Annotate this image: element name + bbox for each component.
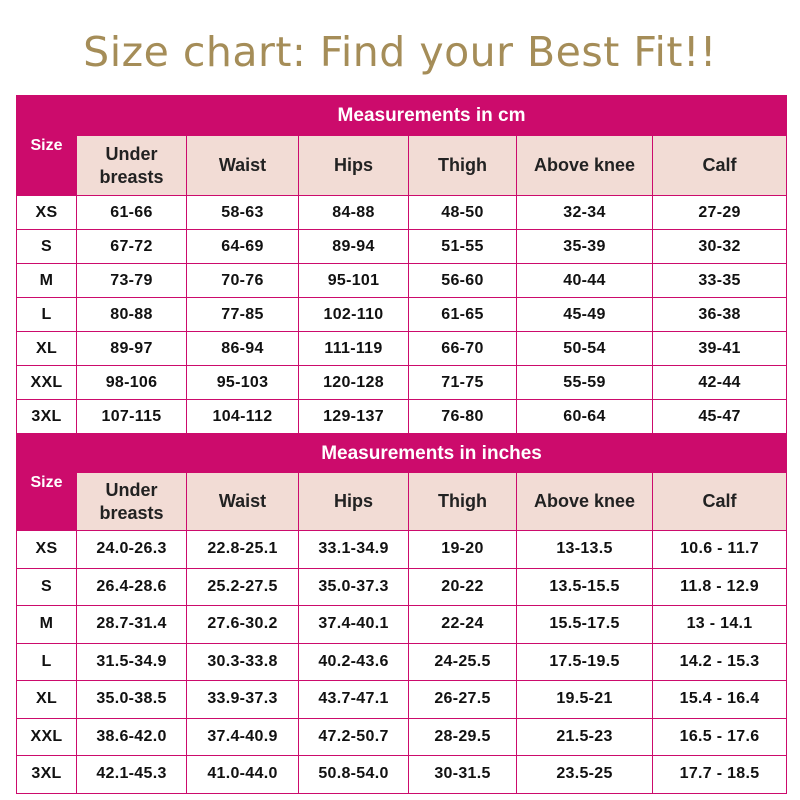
measurement-cell: 84-88 (299, 196, 409, 230)
measurement-cell: 27-29 (653, 196, 787, 230)
measurement-cell: 50-54 (517, 332, 653, 366)
column-header-thigh: Thigh (409, 136, 517, 196)
measurement-cell: 95-101 (299, 264, 409, 298)
measurement-cell: 30-32 (653, 230, 787, 264)
table-row (17, 681, 787, 719)
measurement-cell: 31.5-34.9 (77, 643, 187, 681)
measurement-cell: 48-50 (409, 196, 517, 230)
measurement-cell: 13.5-15.5 (517, 568, 653, 606)
measurement-cell: 20-22 (409, 568, 517, 606)
measurement-cell: 42.1-45.3 (77, 756, 187, 794)
measurement-cell: 39-41 (653, 332, 787, 366)
measurement-cell: 50.8-54.0 (299, 756, 409, 794)
measurement-cell: 33-35 (653, 264, 787, 298)
measurement-cell: 10.6 - 11.7 (653, 531, 787, 569)
measurement-cell: 21.5-23 (517, 718, 653, 756)
table-row (17, 568, 787, 606)
table-row (17, 196, 787, 230)
column-header-above-knee: Above knee (517, 136, 653, 196)
measurement-cell: 13 - 14.1 (653, 606, 787, 644)
measurement-cell: 30-31.5 (409, 756, 517, 794)
measurement-cell: 129-137 (299, 400, 409, 434)
measurement-cell: 15.5-17.5 (517, 606, 653, 644)
measurement-cell: 35.0-38.5 (77, 681, 187, 719)
measurement-cell: 35.0-37.3 (299, 568, 409, 606)
measurement-cell: 19-20 (409, 531, 517, 569)
measurement-cell: 86-94 (187, 332, 299, 366)
measurement-cell: 55-59 (517, 366, 653, 400)
measurement-cell: 45-47 (653, 400, 787, 434)
size-label: 3XL (17, 400, 77, 434)
measurement-cell: 67-72 (77, 230, 187, 264)
table-row (17, 230, 787, 264)
measurement-cell: 40.2-43.6 (299, 643, 409, 681)
measurement-cell: 89-94 (299, 230, 409, 264)
column-header-waist: Waist (187, 136, 299, 196)
column-header-calf: Calf (653, 473, 787, 531)
measurement-cell: 45-49 (517, 298, 653, 332)
table-row (17, 366, 787, 400)
table-row (17, 531, 787, 569)
table-row (17, 400, 787, 434)
measurement-cell: 71-75 (409, 366, 517, 400)
measurement-cell: 22.8-25.1 (187, 531, 299, 569)
size-label: XXL (17, 366, 77, 400)
measurement-cell: 14.2 - 15.3 (653, 643, 787, 681)
measurement-cell: 77-85 (187, 298, 299, 332)
table-heading: Measurements in inches (77, 435, 787, 473)
measurement-cell: 61-65 (409, 298, 517, 332)
measurement-cell: 66-70 (409, 332, 517, 366)
measurement-cell: 30.3-33.8 (187, 643, 299, 681)
size-label: S (17, 230, 77, 264)
measurement-cell: 24.0-26.3 (77, 531, 187, 569)
size-label: XL (17, 681, 77, 719)
measurement-cell: 28-29.5 (409, 718, 517, 756)
size-label: M (17, 264, 77, 298)
column-header-hips: Hips (299, 473, 409, 531)
measurement-cell: 42-44 (653, 366, 787, 400)
measurement-cell: 33.1-34.9 (299, 531, 409, 569)
table-row (17, 264, 787, 298)
column-header-under-breasts: Under breasts (77, 473, 187, 531)
measurement-cell: 95-103 (187, 366, 299, 400)
measurement-cell: 37.4-40.9 (187, 718, 299, 756)
size-label: M (17, 606, 77, 644)
measurement-cell: 76-80 (409, 400, 517, 434)
measurement-cell: 111-119 (299, 332, 409, 366)
measurement-cell: 37.4-40.1 (299, 606, 409, 644)
measurement-cell: 17.5-19.5 (517, 643, 653, 681)
table-row (17, 332, 787, 366)
measurement-cell: 17.7 - 18.5 (653, 756, 787, 794)
measurement-cell: 61-66 (77, 196, 187, 230)
table-row (17, 718, 787, 756)
size-header: Size (17, 96, 77, 196)
measurement-cell: 26-27.5 (409, 681, 517, 719)
table-heading: Measurements in cm (77, 96, 787, 136)
measurement-cell: 60-64 (517, 400, 653, 434)
size-table-cm (16, 95, 787, 434)
measurement-cell: 41.0-44.0 (187, 756, 299, 794)
measurement-cell: 64-69 (187, 230, 299, 264)
measurement-cell: 104-112 (187, 400, 299, 434)
measurement-cell: 102-110 (299, 298, 409, 332)
measurement-cell: 56-60 (409, 264, 517, 298)
size-label: XS (17, 531, 77, 569)
column-header-above-knee: Above knee (517, 473, 653, 531)
measurement-cell: 26.4-28.6 (77, 568, 187, 606)
measurement-cell: 51-55 (409, 230, 517, 264)
measurement-cell: 24-25.5 (409, 643, 517, 681)
measurement-cell: 13-13.5 (517, 531, 653, 569)
measurement-cell: 35-39 (517, 230, 653, 264)
measurement-cell: 27.6-30.2 (187, 606, 299, 644)
measurement-cell: 32-34 (517, 196, 653, 230)
measurement-cell: 16.5 - 17.6 (653, 718, 787, 756)
size-label: L (17, 643, 77, 681)
table-row (17, 756, 787, 794)
column-header-calf: Calf (653, 136, 787, 196)
measurement-cell: 80-88 (77, 298, 187, 332)
size-table-inches (16, 434, 787, 794)
measurement-cell: 47.2-50.7 (299, 718, 409, 756)
measurement-cell: 70-76 (187, 264, 299, 298)
measurement-cell: 19.5-21 (517, 681, 653, 719)
measurement-cell: 98-106 (77, 366, 187, 400)
column-header-thigh: Thigh (409, 473, 517, 531)
size-label: L (17, 298, 77, 332)
measurement-cell: 28.7-31.4 (77, 606, 187, 644)
measurement-cell: 89-97 (77, 332, 187, 366)
column-header-under-breasts: Under breasts (77, 136, 187, 196)
measurement-cell: 36-38 (653, 298, 787, 332)
size-label: 3XL (17, 756, 77, 794)
measurement-cell: 33.9-37.3 (187, 681, 299, 719)
table-row (17, 643, 787, 681)
measurement-cell: 25.2-27.5 (187, 568, 299, 606)
measurement-cell: 15.4 - 16.4 (653, 681, 787, 719)
measurement-cell: 58-63 (187, 196, 299, 230)
size-header: Size (17, 435, 77, 531)
table-row (17, 606, 787, 644)
size-label: XS (17, 196, 77, 230)
size-label: S (17, 568, 77, 606)
size-label: XL (17, 332, 77, 366)
measurement-cell: 38.6-42.0 (77, 718, 187, 756)
measurement-cell: 107-115 (77, 400, 187, 434)
column-header-hips: Hips (299, 136, 409, 196)
column-header-waist: Waist (187, 473, 299, 531)
measurement-cell: 43.7-47.1 (299, 681, 409, 719)
measurement-cell: 22-24 (409, 606, 517, 644)
measurement-cell: 40-44 (517, 264, 653, 298)
measurement-cell: 11.8 - 12.9 (653, 568, 787, 606)
page-title: Size chart: Find your Best Fit!! (83, 28, 717, 76)
size-label: XXL (17, 718, 77, 756)
measurement-cell: 23.5-25 (517, 756, 653, 794)
measurement-cell: 73-79 (77, 264, 187, 298)
table-row (17, 298, 787, 332)
measurement-cell: 120-128 (299, 366, 409, 400)
